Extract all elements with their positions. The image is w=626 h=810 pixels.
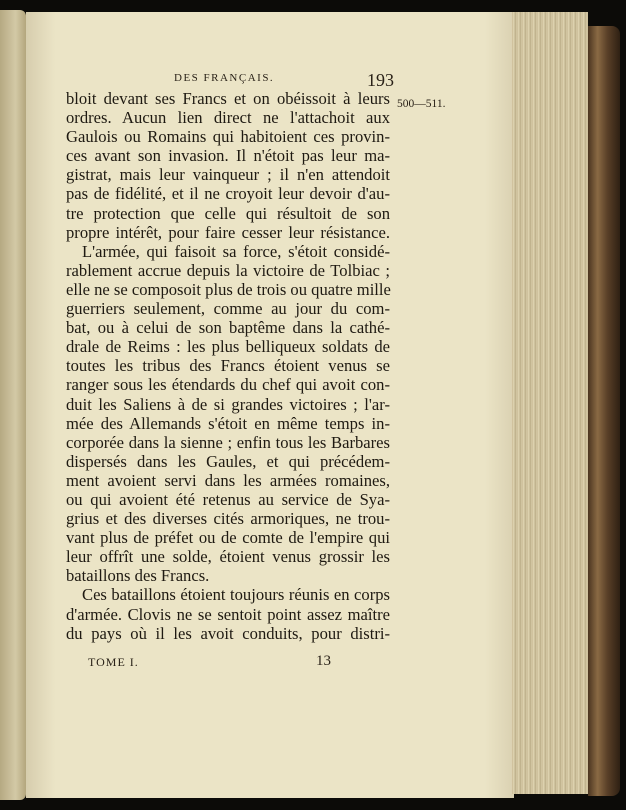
text-line: Gaulois ou Romains qui habitoient ces provin- [66,127,390,147]
text-line: rablement accrue depuis la victoire de Tolbiac ; [66,260,390,280]
text-line: pas de fidélité, et il ne croyoit leur devoir d'au- [66,184,390,204]
text-line: Ces bataillons étoient toujours réunis en corps [82,585,390,605]
text-line: dispersés dans les Gaules, et qui précédem- [66,451,390,471]
text-line: bataillons des Francs. [66,566,210,586]
running-header: DES FRANÇAIS. [174,72,275,84]
text-line: ou qui avoient été retenus au service de Sya- [66,489,390,509]
text-line: ment avoient servi dans les armées romaines, [66,470,390,490]
text-line: guerriers seulement, comme au jour du com- [66,299,390,319]
previous-page-edge [0,10,26,800]
text-line: drale de Reims : les plus belliqueux soldats de [66,337,390,357]
text-line: duit les Saliens à de si grandes victoires ; l'ar- [66,394,390,414]
text-line: elle ne se composoit plus de trois ou quatre mille [66,279,391,299]
text-line: vant plus de préfet ou de comte de l'empire qui [66,528,390,548]
text-line: bloit devant ses Francs et on obéissoit à leurs [66,89,390,108]
page-edges [512,12,588,794]
book-cover [588,26,620,796]
margin-date-note: 500—511. [397,98,446,110]
text-line: du pays où il les avoit conduits, pour distri- [66,623,390,643]
text-line: propre intérêt, pour faire cesser leur résistance. [66,222,390,242]
text-line: corporée dans la sienne ; enfin tous les Barbares [66,432,390,452]
text-line: ces avant son invasion. Il n'étoit pas leur ma- [66,146,390,166]
text-line: bat, ou à celui de son baptême dans la cathé- [66,318,390,338]
text-line: gistrat, mais leur vainqueur ; il n'en attendoit [66,165,390,185]
text-line: toutes les tribus des Francs étoient venus se [66,356,390,376]
text-line: d'armée. Clovis ne se sentoit point assez maître [66,604,390,624]
text-line: L'armée, qui faisoit sa force, s'étoit considé- [82,241,390,261]
text-line: ordres. Aucun lien direct ne l'attachoit aux [66,108,390,128]
volume-label: TOME I. [88,655,139,669]
text-line: tre protection que celle qui résultoit de son [66,203,390,223]
signature-mark: 13 [316,653,331,669]
text-line: mée des Allemands s'étoit en même temps in- [66,413,390,433]
text-line: grius et des diverses cités armoriques, ne trou- [66,509,390,529]
text-line: leur offrît une solde, étoient venus grossir les [66,547,390,567]
body-text [66,89,390,643]
text-line: ranger sous les étendards du chef qui avoit con- [66,375,390,395]
page-number: 193 [367,70,394,90]
